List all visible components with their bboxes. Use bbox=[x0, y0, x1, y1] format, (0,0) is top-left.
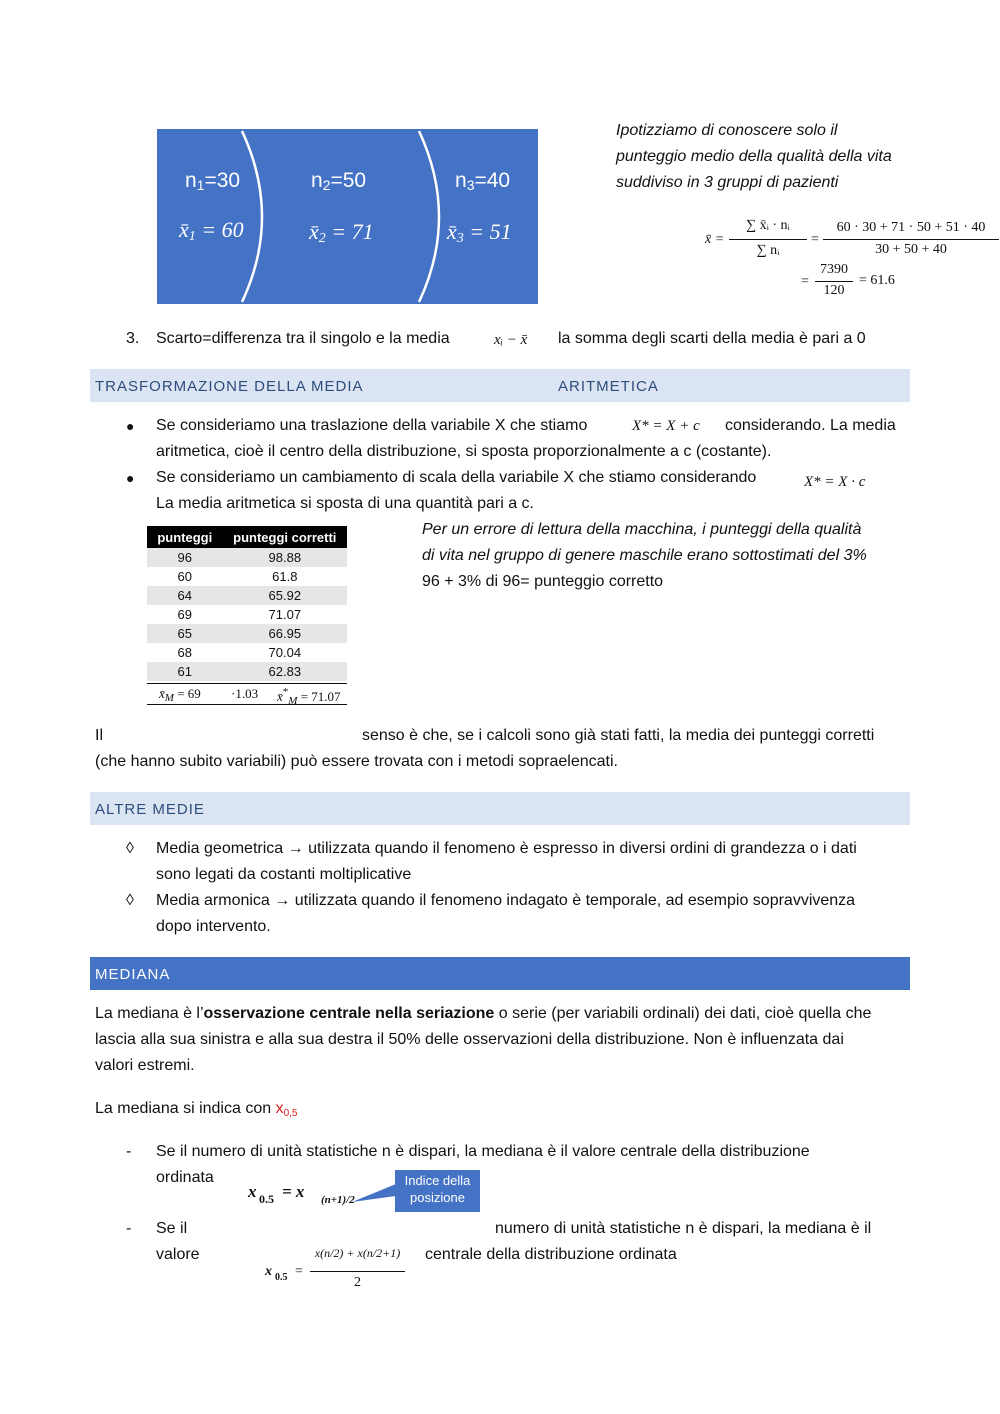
section-altre-medie bbox=[90, 792, 910, 825]
group-1-mean: $x̄_1 = 60$ bbox=[179, 217, 244, 244]
sense-line-2: (che hanno subito variabili) può essere trovata con i metodi sopraelencati. bbox=[95, 753, 618, 770]
mean-after: $x̄^*_M = 71.07$ bbox=[277, 686, 341, 707]
group-2-n: $n_2=50$ bbox=[311, 169, 367, 193]
group-3-mean: $x̄_3 = 51$ bbox=[447, 219, 512, 246]
diamond-bullet: ◊ bbox=[126, 892, 134, 909]
table-footer bbox=[147, 683, 347, 707]
mediana-symbol-line: La mediana si indica con $x_{0,5}$ bbox=[95, 1100, 298, 1119]
section-trasformazione bbox=[90, 369, 910, 402]
dash-bullet: - bbox=[126, 1143, 132, 1160]
altre-2-line-1: Media armonica → utilizzata quando il fenomeno indagato è temporale, ad esempio sopravvivenza bbox=[156, 892, 856, 909]
mean-before: $x̄_M = 69$ bbox=[159, 686, 201, 704]
position-index-callout: Indice della posizione bbox=[395, 1170, 480, 1212]
table-row: 68 70.04 bbox=[177, 645, 302, 660]
mediana-def-line-3: valori estremi. bbox=[95, 1057, 195, 1074]
scale-factor: ·1.03 bbox=[231, 686, 259, 701]
scarto-formula: xᵢ − x̄ bbox=[494, 332, 528, 348]
median-odd-formula: x 0.5 = x (n+1)/2 bbox=[248, 1182, 355, 1206]
section-mediana bbox=[90, 957, 910, 990]
group-1-n: $n_1=30$ bbox=[185, 169, 241, 193]
case-1-line-1: Se il numero di unità statistiche n è dispari, la mediana è il valore centrale della distribuzione bbox=[156, 1143, 810, 1160]
table-row: 65 66.95 bbox=[147, 624, 347, 643]
table-row: 60 61.8 bbox=[177, 569, 298, 584]
sense-line-1: senso è che, se i calcoli sono già stati fatti, la media dei punteggi corretti bbox=[362, 727, 875, 744]
section-trasformazione-title-2: ARITMETICA bbox=[558, 378, 659, 395]
dash-bullet: - bbox=[126, 1220, 132, 1237]
section-trasformazione-title: TRASFORMAZIONE DELLA MEDIA bbox=[95, 378, 364, 395]
mediana-def-line-2: lascia alla sua sinistra e alla sua destra il 50% delle osservazioni della distribuzione. Non è influenzata dai bbox=[95, 1031, 844, 1048]
scale-formula: X* = X · c bbox=[804, 474, 866, 490]
bullet-2-line-2: La media aritmetica si sposta di una quantità pari a c. bbox=[156, 495, 534, 512]
table-header: punteggi bbox=[147, 526, 223, 548]
bullet-1-line-1: Se consideriamo una traslazione della variabile X che stiamo bbox=[156, 417, 588, 434]
formula-numerator: ∑ x̄ᵢ · nᵢ bbox=[746, 218, 790, 233]
altre-2-line-2: dopo intervento. bbox=[156, 918, 271, 935]
section-altre-medie-title: ALTRE MEDIE bbox=[95, 801, 205, 818]
formula-result: = 61.6 bbox=[859, 273, 895, 288]
formula-denominator: 2 bbox=[354, 1275, 361, 1290]
case-2-line-2b: centrale della distribuzione ordinata bbox=[425, 1246, 677, 1263]
bullet-1-line-2: aritmetica, cioè il centro della distribuzione, si sposta proporzionalmente a c (costante). bbox=[156, 443, 772, 460]
table-row: 69 71.07 bbox=[177, 607, 302, 622]
table-row: 96 98.88 bbox=[147, 548, 347, 567]
item-3-number: 3. bbox=[126, 330, 140, 347]
altre-1-line-1: Media geometrica → utilizzata quando il fenomeno è espresso in diversi ordini di grandezza o i dati bbox=[156, 840, 857, 857]
group-3-n: $n_3=40$ bbox=[455, 169, 511, 193]
formula-den-total: 120 bbox=[823, 283, 845, 298]
formula-numerator: x(n/2) + x(n/2+1) bbox=[314, 1246, 401, 1260]
case-2-word: Se il bbox=[156, 1220, 188, 1237]
formula-denominator: ∑ nᵢ bbox=[756, 243, 780, 258]
bullet-2-line-1: Se consideriamo un cambiamento di scala della variabile X che stiamo considerando bbox=[156, 469, 757, 486]
table-row: 64 65.92 bbox=[147, 586, 347, 605]
item-3-text: Scarto=differenza tra il singolo e la media bbox=[156, 330, 450, 347]
section-mediana-title: MEDIANA bbox=[95, 966, 171, 983]
case-2-line-1: numero di unità statistiche n è dispari, la mediana è il bbox=[495, 1220, 872, 1237]
translation-formula: X* = X + c bbox=[632, 418, 700, 434]
bullet-1-line-1b: considerando. La media bbox=[725, 417, 896, 434]
table-header: punteggi corretti bbox=[223, 526, 347, 548]
item-3-note: la somma degli scarti della media è pari a 0 bbox=[558, 330, 866, 347]
formula-num-total: 7390 bbox=[820, 262, 848, 277]
altre-1-line-2: sono legati da costanti moltiplicative bbox=[156, 866, 412, 883]
error-note-line-1: Per un errore di lettura della macchina, i punteggi della qualità bbox=[422, 521, 862, 538]
mediana-def-line-1: La mediana è l’osservazione centrale nella seriazione o serie (per variabili ordinali) dei dati, cioè quella che bbox=[95, 1005, 872, 1022]
diamond-bullet: ◊ bbox=[126, 840, 134, 857]
error-note-line-2: di vita nel gruppo di genere maschile erano sottostimati del 3% bbox=[422, 547, 867, 564]
case-1-line-2: ordinata bbox=[156, 1169, 214, 1186]
sense-word: Il bbox=[95, 727, 103, 744]
table-row: 61 62.83 bbox=[147, 662, 347, 681]
formula-denominator-values: 30 + 50 + 40 bbox=[875, 242, 947, 257]
weighted-mean-formula: x̄ = ∑ x̄ᵢ · nᵢ ∑ nᵢ = 60 · 30 + 71 · 50 + 51 · 40 30 + 50 + 40 = 7390 120 = 61.6 bbox=[705, 218, 1000, 300]
group-2-mean: $x̄_2 = 71$ bbox=[309, 219, 374, 246]
intro-text: Ipotizziamo di conoscere solo il punteggio medio della qualità della vita suddiviso in 3 gruppi di pazienti bbox=[616, 122, 892, 191]
scores-table bbox=[147, 526, 347, 705]
case-2-line-2a: valore bbox=[156, 1246, 200, 1263]
bullet-dot: ● bbox=[126, 418, 135, 434]
error-note-line-3: 96 + 3% di 96= punteggio corretto bbox=[422, 573, 664, 590]
groups-image bbox=[157, 129, 538, 304]
bullet-dot: ● bbox=[126, 470, 135, 486]
formula-numerator-values: 60 · 30 + 71 · 50 + 51 · 40 bbox=[836, 220, 986, 235]
median-even-formula: x 0.5 = x(n/2) + x(n/2+1) 2 bbox=[265, 1244, 415, 1294]
